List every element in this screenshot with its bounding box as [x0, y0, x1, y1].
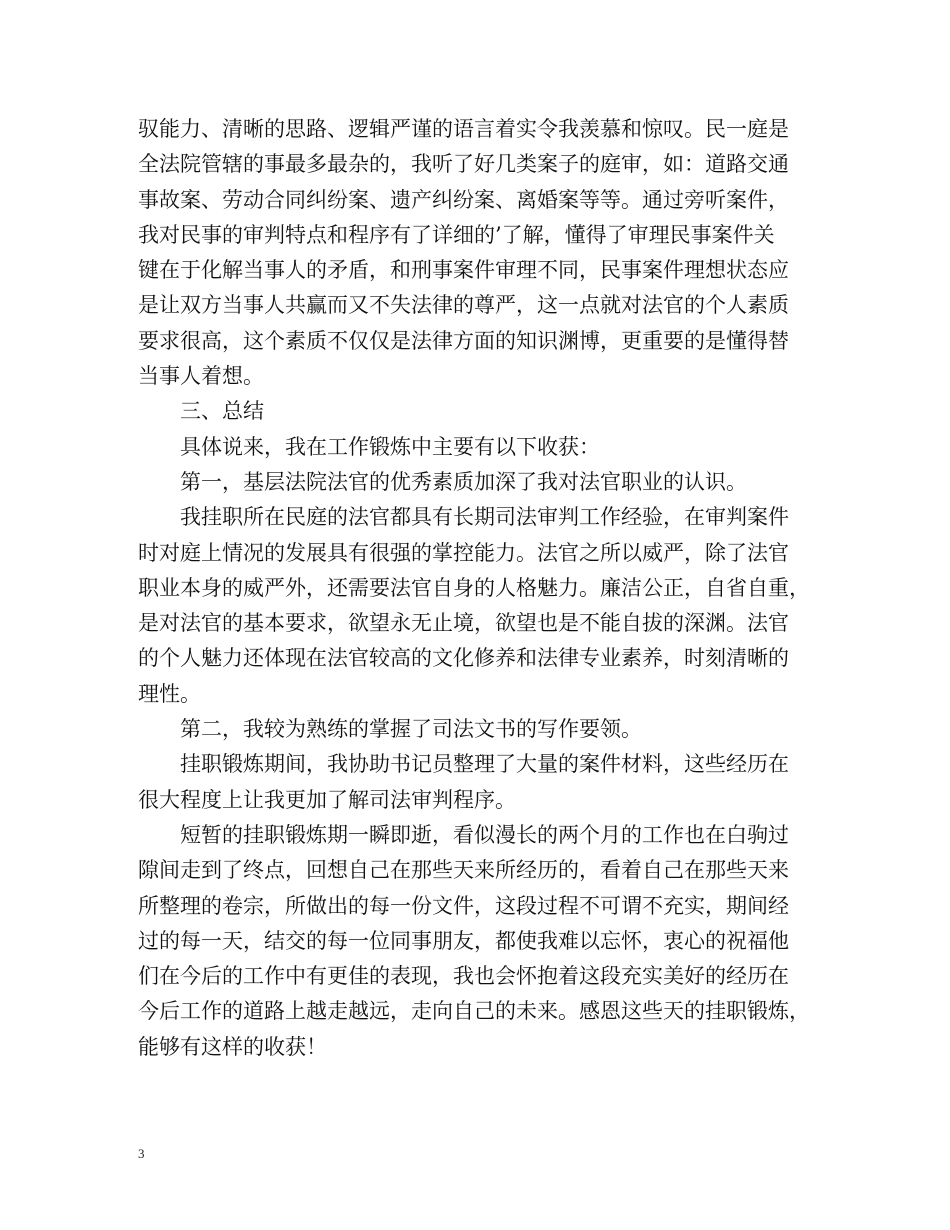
- body-text-line: 是让双方当事人共赢而又不失法律的尊严，这一点就对法官的个人素质: [138, 293, 789, 318]
- paragraph-start-line: 挂职锻炼期间，我协助书记员整理了大量的案件材料，这些经历在: [180, 752, 789, 777]
- body-text-line: 我对民事的审判特点和程序有了详细的’了解，懂得了审理民事案件关: [138, 222, 775, 247]
- body-text-line: 键在于化解当事人的矛盾，和刑事案件审理不同，民事案件理想状态应: [138, 258, 789, 283]
- body-text-line: 事故案、劳动合同纠纷案、遗产纠纷案、离婚案等等。通过旁听案件，: [138, 187, 789, 212]
- body-text-line: 的个人魅力还体现在法官较高的文化修养和法律专业素养，时刻清晰的: [138, 646, 789, 671]
- body-text-line: 职业本身的威严外，还需要法官自身的人格魅力。廉洁公正，自省自重，: [138, 575, 810, 600]
- body-text-line: 们在今后的工作中有更佳的表现，我也会怀抱着这段充实美好的经历在: [138, 964, 789, 989]
- body-text-line: 很大程度上让我更加了解司法审判程序。: [138, 787, 516, 812]
- paragraph-start-line: 具体说来，我在工作锻炼中主要有以下收获：: [180, 434, 600, 459]
- document-body: [138, 112, 814, 1065]
- body-text-line: 要求很高，这个素质不仅仅是法律方面的知识渊博，更重要的是懂得替: [138, 328, 789, 353]
- subheading-line: 第一，基层法院法官的优秀素质加深了我对法官职业的认识。: [180, 469, 747, 494]
- body-text-line: 驭能力、清晰的思路、逻辑严谨的语言着实令我羡慕和惊叹。民一庭是: [138, 117, 789, 141]
- body-text-line: 当事人着想。: [138, 364, 264, 389]
- body-text-line: 隙间走到了终点，回想自己在那些天来所经历的，看着自己在那些天来: [138, 858, 789, 883]
- body-text-line: 过的每一天，结交的每一位同事朋友，都使我难以忘怀，衷心的祝福他: [138, 928, 789, 953]
- body-text-line: 时对庭上情况的发展具有很强的掌控能力。法官之所以威严，除了法官: [138, 540, 789, 565]
- subheading-line: 第二，我较为熟练的掌握了司法文书的写作要领。: [180, 717, 642, 742]
- body-text-line: 所整理的卷宗，所做出的每一份文件，这段过程不可谓不充实，期间经: [138, 893, 789, 918]
- body-text-line: 能够有这样的收获！: [138, 1034, 327, 1059]
- body-text-line: 是对法官的基本要求，欲望永无止境，欲望也是不能自拔的深渊。法官: [138, 611, 789, 636]
- body-text-line: 理性。: [138, 681, 201, 706]
- paragraph-start-line: 短暂的挂职锻炼期一瞬即逝，看似漫长的两个月的工作也在白驹过: [180, 822, 789, 847]
- body-text-line: 今后工作的道路上越走越远，走向自己的未来。感恩这些天的挂职锻炼，: [138, 999, 810, 1024]
- page-number: 3: [138, 1146, 145, 1161]
- body-text-line: 全法院管辖的事最多最杂的，我听了好几类案子的庭审，如：道路交通: [138, 152, 789, 177]
- paragraph-start-line: 我挂职所在民庭的法官都具有长期司法审判工作经验，在审判案件: [180, 505, 789, 530]
- section-heading: 三、总结: [180, 399, 264, 424]
